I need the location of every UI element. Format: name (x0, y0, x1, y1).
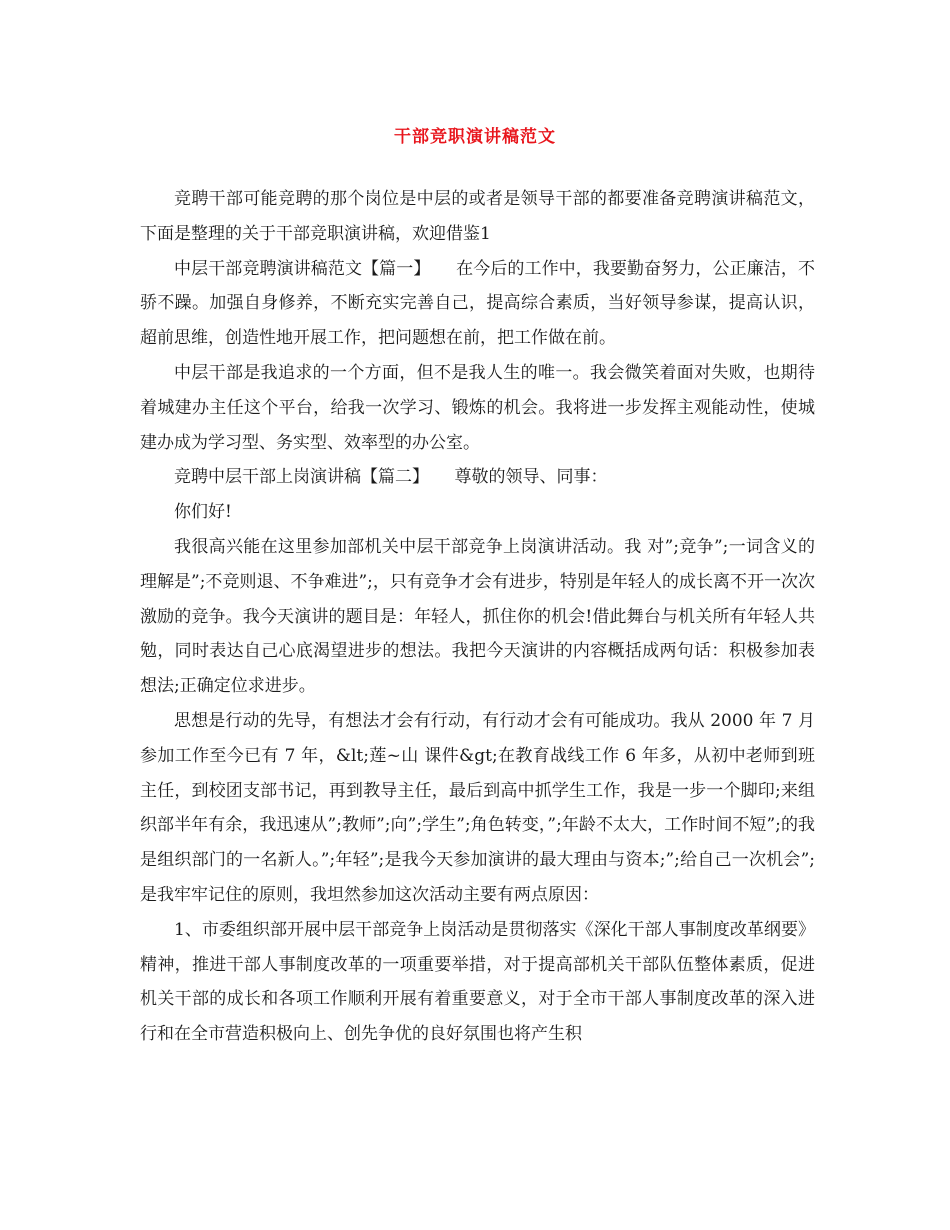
paragraph-greeting: 你们好! (174, 502, 232, 523)
paragraph-intro: 竞聘干部可能竞聘的那个岗位是中层的或者是领导干部的都要准备竞聘演讲稿范文，下面是整理的关于干部竞职演讲稿，欢迎借鉴1 (140, 189, 815, 244)
paragraph-section-two: 竞聘中层干部上岗演讲稿【篇二】 尊敬的领导、同事： (174, 467, 608, 488)
document-body (140, 182, 815, 1052)
document-title: 干部竞职演讲稿范文 (394, 127, 556, 147)
paragraph-competition: 我很高兴能在这里参加部机关中层干部竞争上岗演讲活动。我 对”;竞争”;一词含义的理解是”;不竞则退、不争难进”;，只有竞争才会有进步，特别是年轻人的成长离不开一次次激励的竞争。我今天演讲的题目是：年轻人，抓住你的机会!借此舞台与机关所有年轻人共勉，同时表达自己心底渴望进步的想法。我把今天演讲的内容概括成两句话：积极参加表想法;正确定位求进步。 (140, 536, 815, 697)
paragraph-career-goal: 中层干部是我追求的一个方面，但不是我人生的唯一。我会微笑着面对失败，也期待着城建办主任这个平台，给我一次学习、锻炼的机会。我将进一步发挥主观能动性，使城建办成为学习型、务实型、效率型的办公室。 (140, 362, 815, 453)
paragraph-reason-one: 1、市委组织部开展中层干部竞争上岗活动是贯彻落实《深化干部人事制度改革纲要》精神，推进干部人事制度改革的一项重要举措，对于提高部机关干部队伍整体素质，促进机关干部的成长和各项工作顺利开展有着重要意义，对于全市干部人事制度改革的深入进行和在全市营造积极向上、创先争优的良好氛围也将产生积 (140, 919, 815, 1045)
paragraph-experience: 思想是行动的先导，有想法才会有行动，有行动才会有可能成功。我从 2000 年 7 月参加工作至今已有 7 年，&lt;莲~山 课件&gt;在教育战线工作 6 年多，从初中老师到班主任，到校团支部书记，再到教导主任，最后到高中抓学生工作，我是一步一个脚印;来组织部半年有余，我迅速从”;教师”;向”;学生”;角色转变，”;年龄不太大，工作时间不短”;的我是组织部门的一名新人。”;年轻”;是我今天参加演讲的最大理由与资本;”;给自己一次机会”;是我牢牢记住的原则，我坦然参加这次活动主要有两点原因： (140, 710, 815, 905)
paragraph-section-one: 中层干部竞聘演讲稿范文【篇一】 在今后的工作中，我要勤奋努力，公正廉洁，不骄不躁。加强自身修养，不断充实完善自己，提高综合素质，当好领导参谋，提高认识，超前思维，创造性地开展工作，把问题想在前，把工作做在前。 (140, 258, 815, 349)
